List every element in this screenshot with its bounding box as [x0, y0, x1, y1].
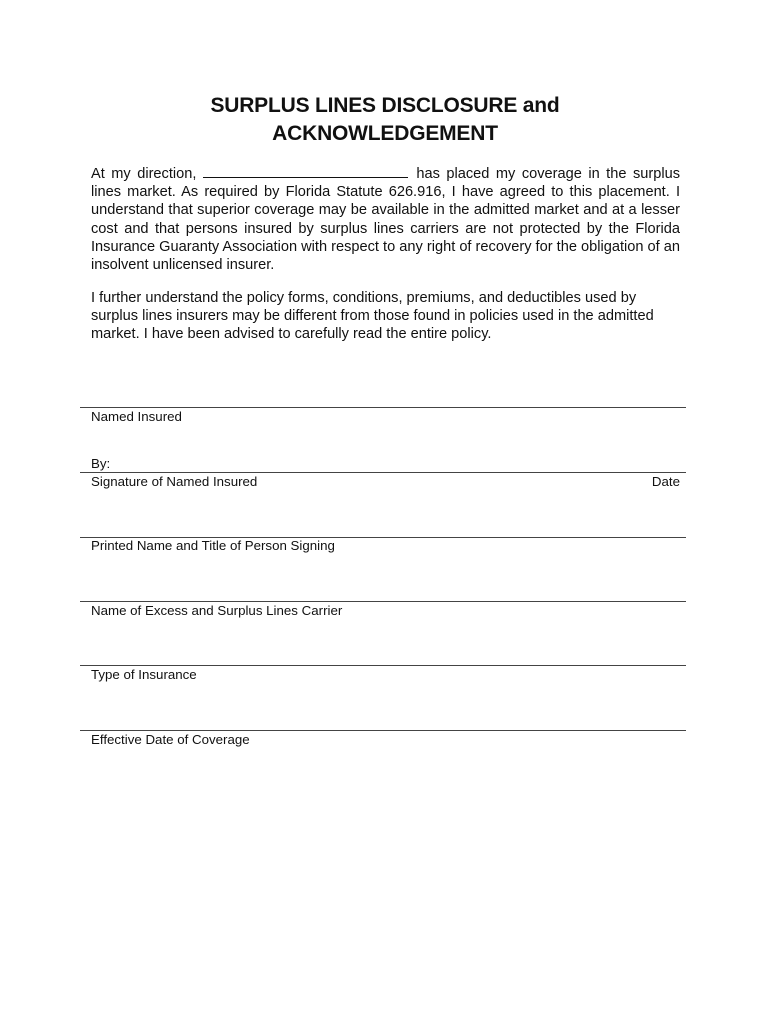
type-of-insurance-label: Type of Insurance — [91, 667, 197, 682]
carrier-signature-line[interactable] — [80, 601, 686, 602]
printed-name-and-title-label: Printed Name and Title of Person Signing — [91, 538, 335, 553]
disclosure-paragraph-body: has placed my coverage in the surplus lines market. As required by Florida Statute 626.916, I have agreed to this placement. I understand that superior coverage may be available in the admitted market and at a lesser cost and that persons insured by surplus lines carriers are not protected by the Florida Insurance Guaranty Association with respect to any right of recovery for the obligation of an insolvent unlicensed insurer. — [91, 166, 680, 274]
effective-date-line[interactable] — [80, 730, 686, 731]
date-label: Date — [651, 474, 680, 489]
type-of-insurance-line[interactable] — [80, 665, 686, 666]
named-insured-signature-line[interactable] — [80, 407, 686, 408]
disclosure-paragraph — [91, 163, 680, 274]
document-title-line-1: SURPLUS LINES DISCLOSURE and — [210, 94, 560, 117]
document-title — [0, 92, 770, 148]
by-label: By: — [91, 456, 111, 471]
acknowledgement-paragraph: I further understand the policy forms, conditions, premiums, and deductibles used by surplus lines insurers may be different from those found in policies used in the admitted market. I have been advised to carefully read the entire policy. — [91, 290, 654, 343]
named-insured-label: Named Insured — [91, 409, 182, 424]
disclosure-paragraph-prefix: At my direction, — [91, 166, 203, 182]
document-title-line-2: ACKNOWLEDGEMENT — [272, 122, 498, 145]
signature-line[interactable] — [80, 472, 686, 473]
signature-of-named-insured-label: Signature of Named Insured — [91, 474, 258, 489]
effective-date-of-coverage-label: Effective Date of Coverage — [91, 732, 250, 747]
surplus-lines-carrier-label: Name of Excess and Surplus Lines Carrier — [91, 603, 343, 618]
agent-name-blank-field[interactable] — [203, 163, 408, 178]
